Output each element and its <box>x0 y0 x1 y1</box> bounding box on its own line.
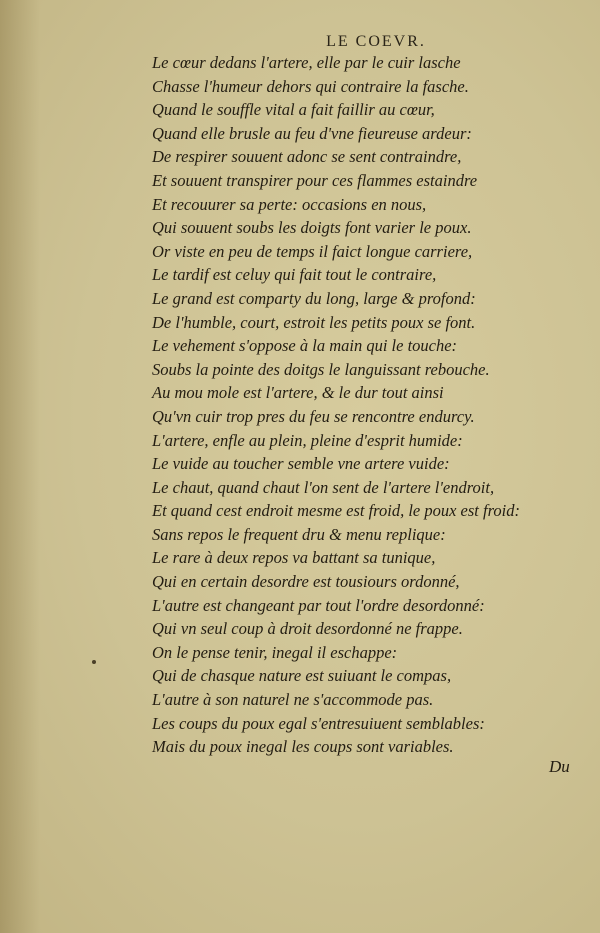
verse-line: De l'humble, court, estroit les petits poux se font. <box>152 312 476 332</box>
verse-line: L'autre à son naturel ne s'accommode pas. <box>152 690 434 710</box>
ink-speck <box>92 660 96 664</box>
spine-shadow <box>0 0 40 933</box>
verse-line: Et souuent transpirer pour ces flammes estaindre <box>152 170 478 190</box>
verse-line: Le tardif est celuy qui fait tout le contraire, <box>152 265 437 285</box>
verse-line: Au mou mole est l'artere, & le dur tout ainsi <box>152 383 444 403</box>
verse-line: L'autre est changeant par tout l'ordre desordonné: <box>152 595 485 615</box>
verse-line: Le chaut, quand chaut l'on sent de l'artere l'endroit, <box>152 477 495 497</box>
running-head <box>0 33 600 51</box>
verse-line: Le grand est comparty du long, large & profond: <box>152 288 476 308</box>
verse-line: Mais du poux inegal les coups sont variables. <box>152 737 454 757</box>
verse-line: Quand le souffle vital a fait faillir au cœur, <box>152 100 435 120</box>
verse-line: Chasse l'humeur dehors qui contraire la fasche. <box>152 76 469 96</box>
verse-line: Soubs la pointe des doitgs le languissant rebouche. <box>152 359 490 379</box>
verse-block <box>152 51 572 759</box>
verse-line: Or viste en peu de temps il faict longue carriere, <box>152 241 473 261</box>
verse-line: De respirer souuent adonc se sent contraindre, <box>152 147 462 167</box>
catchword: Du <box>549 757 570 776</box>
verse-line: Qui de chasque nature est suiuant le compas, <box>152 666 452 686</box>
verse-line: Et quand cest endroit mesme est froid, le poux est froid: <box>152 501 520 521</box>
verse-line: Et recouurer sa perte: occasions en nous, <box>152 194 427 214</box>
running-head-text: LE COEVR. <box>326 33 426 50</box>
verse-line: Qu'vn cuir trop pres du feu se rencontre endurcy. <box>152 406 475 426</box>
verse-line: Qui souuent soubs les doigts font varier le poux. <box>152 218 472 238</box>
verse-line: Les coups du poux egal s'entresuiuent semblables: <box>152 713 485 733</box>
verse-line: Sans repos le frequent dru & menu replique: <box>152 524 446 544</box>
verse-line: Quand elle brusle au feu d'vne fieureuse ardeur: <box>152 123 472 143</box>
verse-line: Le vehement s'oppose à la main qui le touche: <box>152 336 458 356</box>
verse-line: Le rare à deux repos va battant sa tunique, <box>152 548 436 568</box>
verse-line: Qui en certain desordre est tousiours ordonné, <box>152 572 460 592</box>
verse-line: Le cœur dedans l'artere, elle par le cuir lasche <box>152 53 461 72</box>
verse-line: On le pense tenir, inegal il eschappe: <box>152 642 398 662</box>
verse-line: L'artere, enfle au plein, pleine d'esprit humide: <box>152 430 463 450</box>
verse-line: Qui vn seul coup à droit desordonné ne frappe. <box>152 619 463 639</box>
verse-line: Le vuide au toucher semble vne artere vuide: <box>152 454 450 474</box>
